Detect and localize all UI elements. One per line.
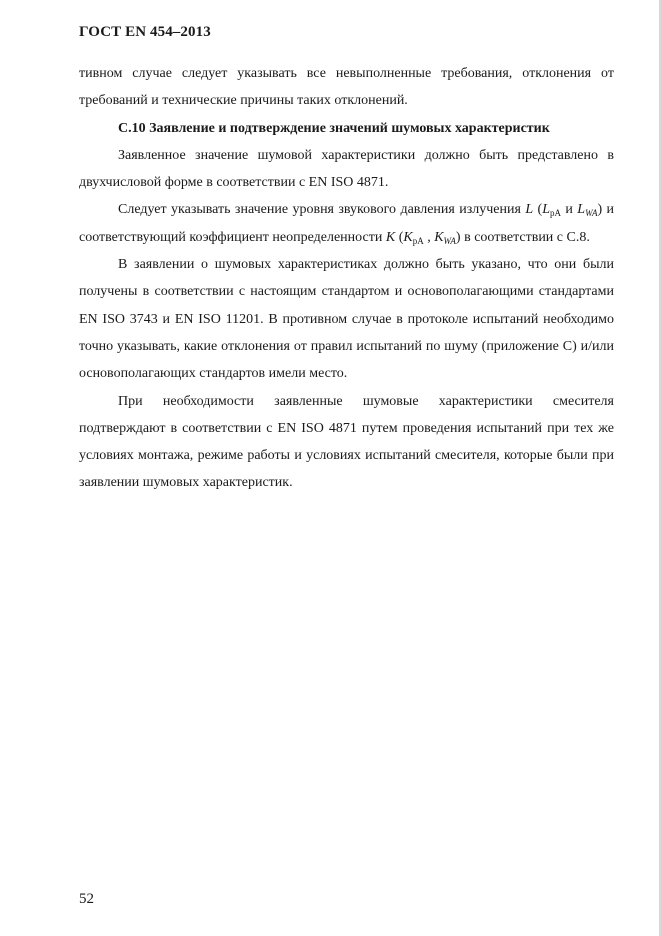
subscript-pA: pA xyxy=(549,208,561,219)
subscript-WA xyxy=(585,208,597,218)
text-fragment: , xyxy=(423,229,435,245)
paragraph-sound-levels xyxy=(79,196,614,251)
symbol-L: L xyxy=(577,202,586,218)
document-header: ГОСТ EN 454–2013 xyxy=(79,24,211,40)
text-fragment: ( xyxy=(533,202,543,218)
text-fragment: Следует указывать значение уровня звукового давления излучения xyxy=(118,202,526,218)
paragraph-verification: При необходимости заявленные шумовые характеристики смесителя подтверждают в соответствии с EN ISO 4871 путем проведения испытаний при тех же условиях монтажа, режиме работы и условиях испытаний смесителя, которые были при заявлении шумовых характеристик. xyxy=(79,393,614,491)
symbol-K: K xyxy=(403,229,413,245)
paragraph-continuation: тивном случае следует указывать все невыполненные требования, отклонения от требований и технические причины таких отклонений. xyxy=(79,66,614,109)
section-heading: С.10 Заявление и подтверждение значений шумовых характеристик xyxy=(118,120,550,136)
text-fragment: ) в соответствии с С.8. xyxy=(455,229,590,245)
symbol-L: L xyxy=(525,202,534,218)
paragraph-declared-value: Заявленное значение шумовой характеристики должно быть представлено в двухчисловой форме в соответствии с EN ISO 4871. xyxy=(79,147,614,191)
text-fragment: ) и соответствующий коэффициент неопределенности xyxy=(79,202,615,245)
paragraph-declaration-content: В заявлении о шумовых характеристиках должно быть указано, что они были получены в соответствии с настоящим стандартом и основополагающими стандартами EN ISO 3743 и EN ISO 11201. В противном случае в протоколе испытаний необходимо точно указывать, какие отклонения от правил испытаний по шуму (приложение С) и/или основополагающих стандартов имели место. xyxy=(79,257,614,382)
subscript-pA: pA xyxy=(412,235,424,246)
subscript-WA-text: WA xyxy=(443,235,456,246)
text-fragment: и xyxy=(560,202,578,218)
symbol-L: L xyxy=(542,202,550,218)
page-number: 52 xyxy=(79,891,94,907)
text-fragment: ( xyxy=(395,229,404,245)
document-body xyxy=(79,60,614,497)
symbol-K: K xyxy=(434,229,444,245)
subscript-WA xyxy=(444,236,456,246)
symbol-K: K xyxy=(385,229,396,245)
subscript-WA-text: WA xyxy=(585,208,598,219)
